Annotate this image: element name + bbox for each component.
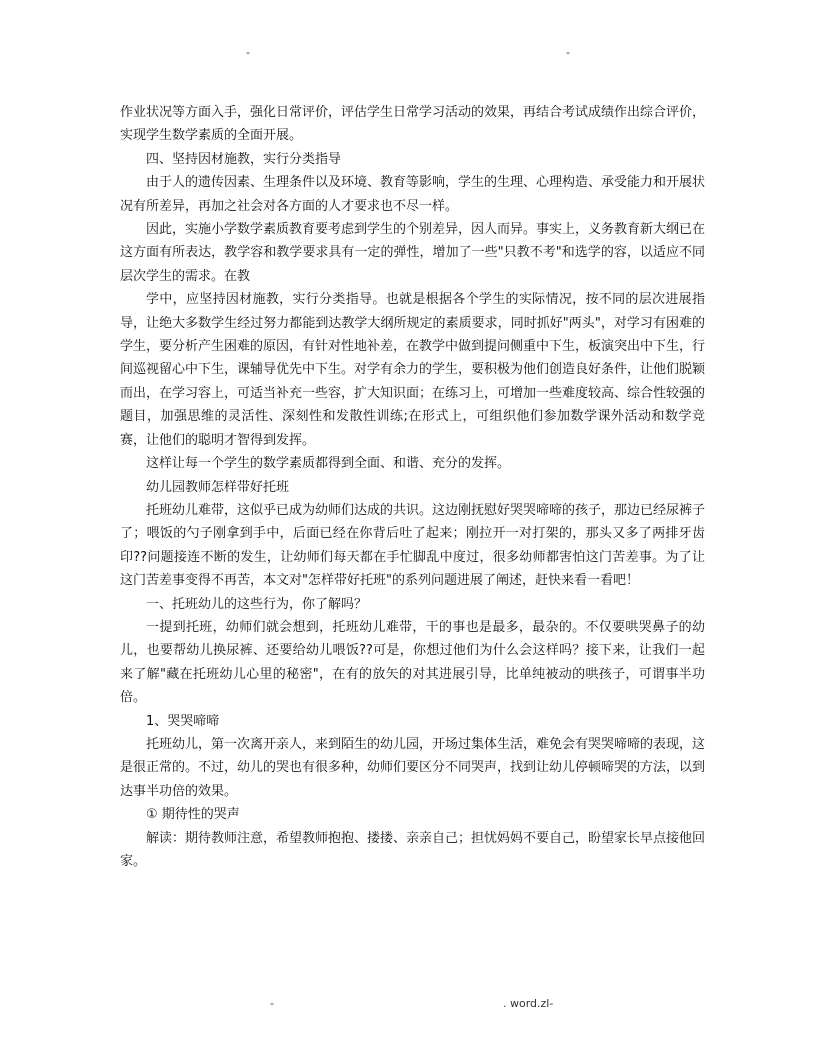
document-body bbox=[120, 101, 705, 873]
paragraph: 因此，实施小学数学素质教育要考虑到学生的个别差异，因人而异。事实上，义务教育新大纲已在这方面有所表达，教学容和教学要求具有一定的弹性，增加了一些"只教不考"和选学的容，以适应不同层次学生的需求。在教 bbox=[120, 222, 706, 284]
paragraph: 这样让每一个学生的数学素质都得到全面、和谐、充分的发挥。 bbox=[146, 456, 511, 472]
footer-left-mark: - bbox=[270, 997, 274, 1010]
footer-source: . word.zl- bbox=[503, 997, 554, 1010]
section-heading: 四、坚持因材施教，实行分类指导 bbox=[146, 151, 342, 167]
paragraph: 作业状况等方面入手，强化日常评价，评估学生日常学习活动的效果，再结合考试成绩作出综合评价，实现学生数学素质的全面开展。 bbox=[120, 105, 706, 144]
paragraph: 学中，应坚持因材施教，实行分类指导。也就是根据各个学生的实际情况，按不同的层次进展指导，让绝大多数学生经过努力都能到达教学大纲所规定的素质要求，同时抓好"两头"，对学习有困难的学生，要分析产生困难的原因，有针对性地补差，在教学中做到提问侧重中下生，板演突出中下生，行间巡视留心中下生，课辅导优先中下生。对学有余力的学生，要积极为他们创造良好条件，让他们脱颖而出，在学习容上，可适当补充一些容，扩大知识面；在练习上，可增加一些难度较高、综合性较强的题目，加强思维的灵活性、深刻性和发散性训练;在形式上，可组织他们参加数学课外活动和数学竞赛，让他们的聪明才智得到发挥。 bbox=[120, 292, 706, 448]
paragraph: 由于人的遗传因素、生理条件以及环境、教育等影响，学生的生理、心理构造、承受能力和开展状况有所差异，再加之社会对各方面的人才要求也不尽一样。 bbox=[120, 175, 706, 214]
subsection-heading: 1、哭哭啼啼 bbox=[146, 713, 220, 729]
paragraph: 托班幼儿难带，这似乎已成为幼师们达成的共识。这边刚抚慰好哭哭啼啼的孩子，那边已经尿裤子了；喂饭的勺子刚拿到手中，后面已经在你背后吐了起来；刚拉开一对打架的，那头又多了两排牙齿印??问题接连不断的发生，让幼师们每天都在手忙脚乱中度过，很多幼师都害怕这门苦差事。为了让这门苦差事变得不再苦，本文对"怎样带好托班"的系列问题进展了阐述，赶快来看一看吧！ bbox=[120, 502, 706, 589]
article-title: 幼儿园教师怎样带好托班 bbox=[146, 479, 290, 495]
header-left-mark: - bbox=[246, 46, 250, 59]
header-right-mark: - bbox=[566, 46, 570, 59]
paragraph: 解读：期待教师注意，希望教师抱抱、搂搂、亲亲自己；担忧妈妈不要自己，盼望家长早点接他回家。 bbox=[120, 830, 706, 869]
paragraph: 托班幼儿，第一次离开亲人，来到陌生的幼儿园，开场过集体生活，难免会有哭哭啼啼的表现，这是很正常的。不过，幼儿的哭也有很多种，幼师们要区分不同哭声，找到让幼儿停顿啼哭的方法，以到达事半功倍的效果。 bbox=[120, 736, 706, 799]
paragraph: 一提到托班，幼师们就会想到，托班幼儿难带，干的事也是最多，最杂的。不仅要哄哭鼻子的幼儿，也要帮幼儿换尿裤、还要给幼儿喂饭??可是，你想过他们为什么会这样吗？接下来，让我们一起来了解"藏在托班幼儿心里的秘密"，在有的放矢的对其进展引导，比单纯被动的哄孩子，可谓事半功倍。 bbox=[120, 619, 705, 706]
section-heading: 一、托班幼儿的这些行为，你了解吗？ bbox=[146, 596, 368, 612]
item-heading: ① 期待性的哭声 bbox=[146, 807, 240, 823]
